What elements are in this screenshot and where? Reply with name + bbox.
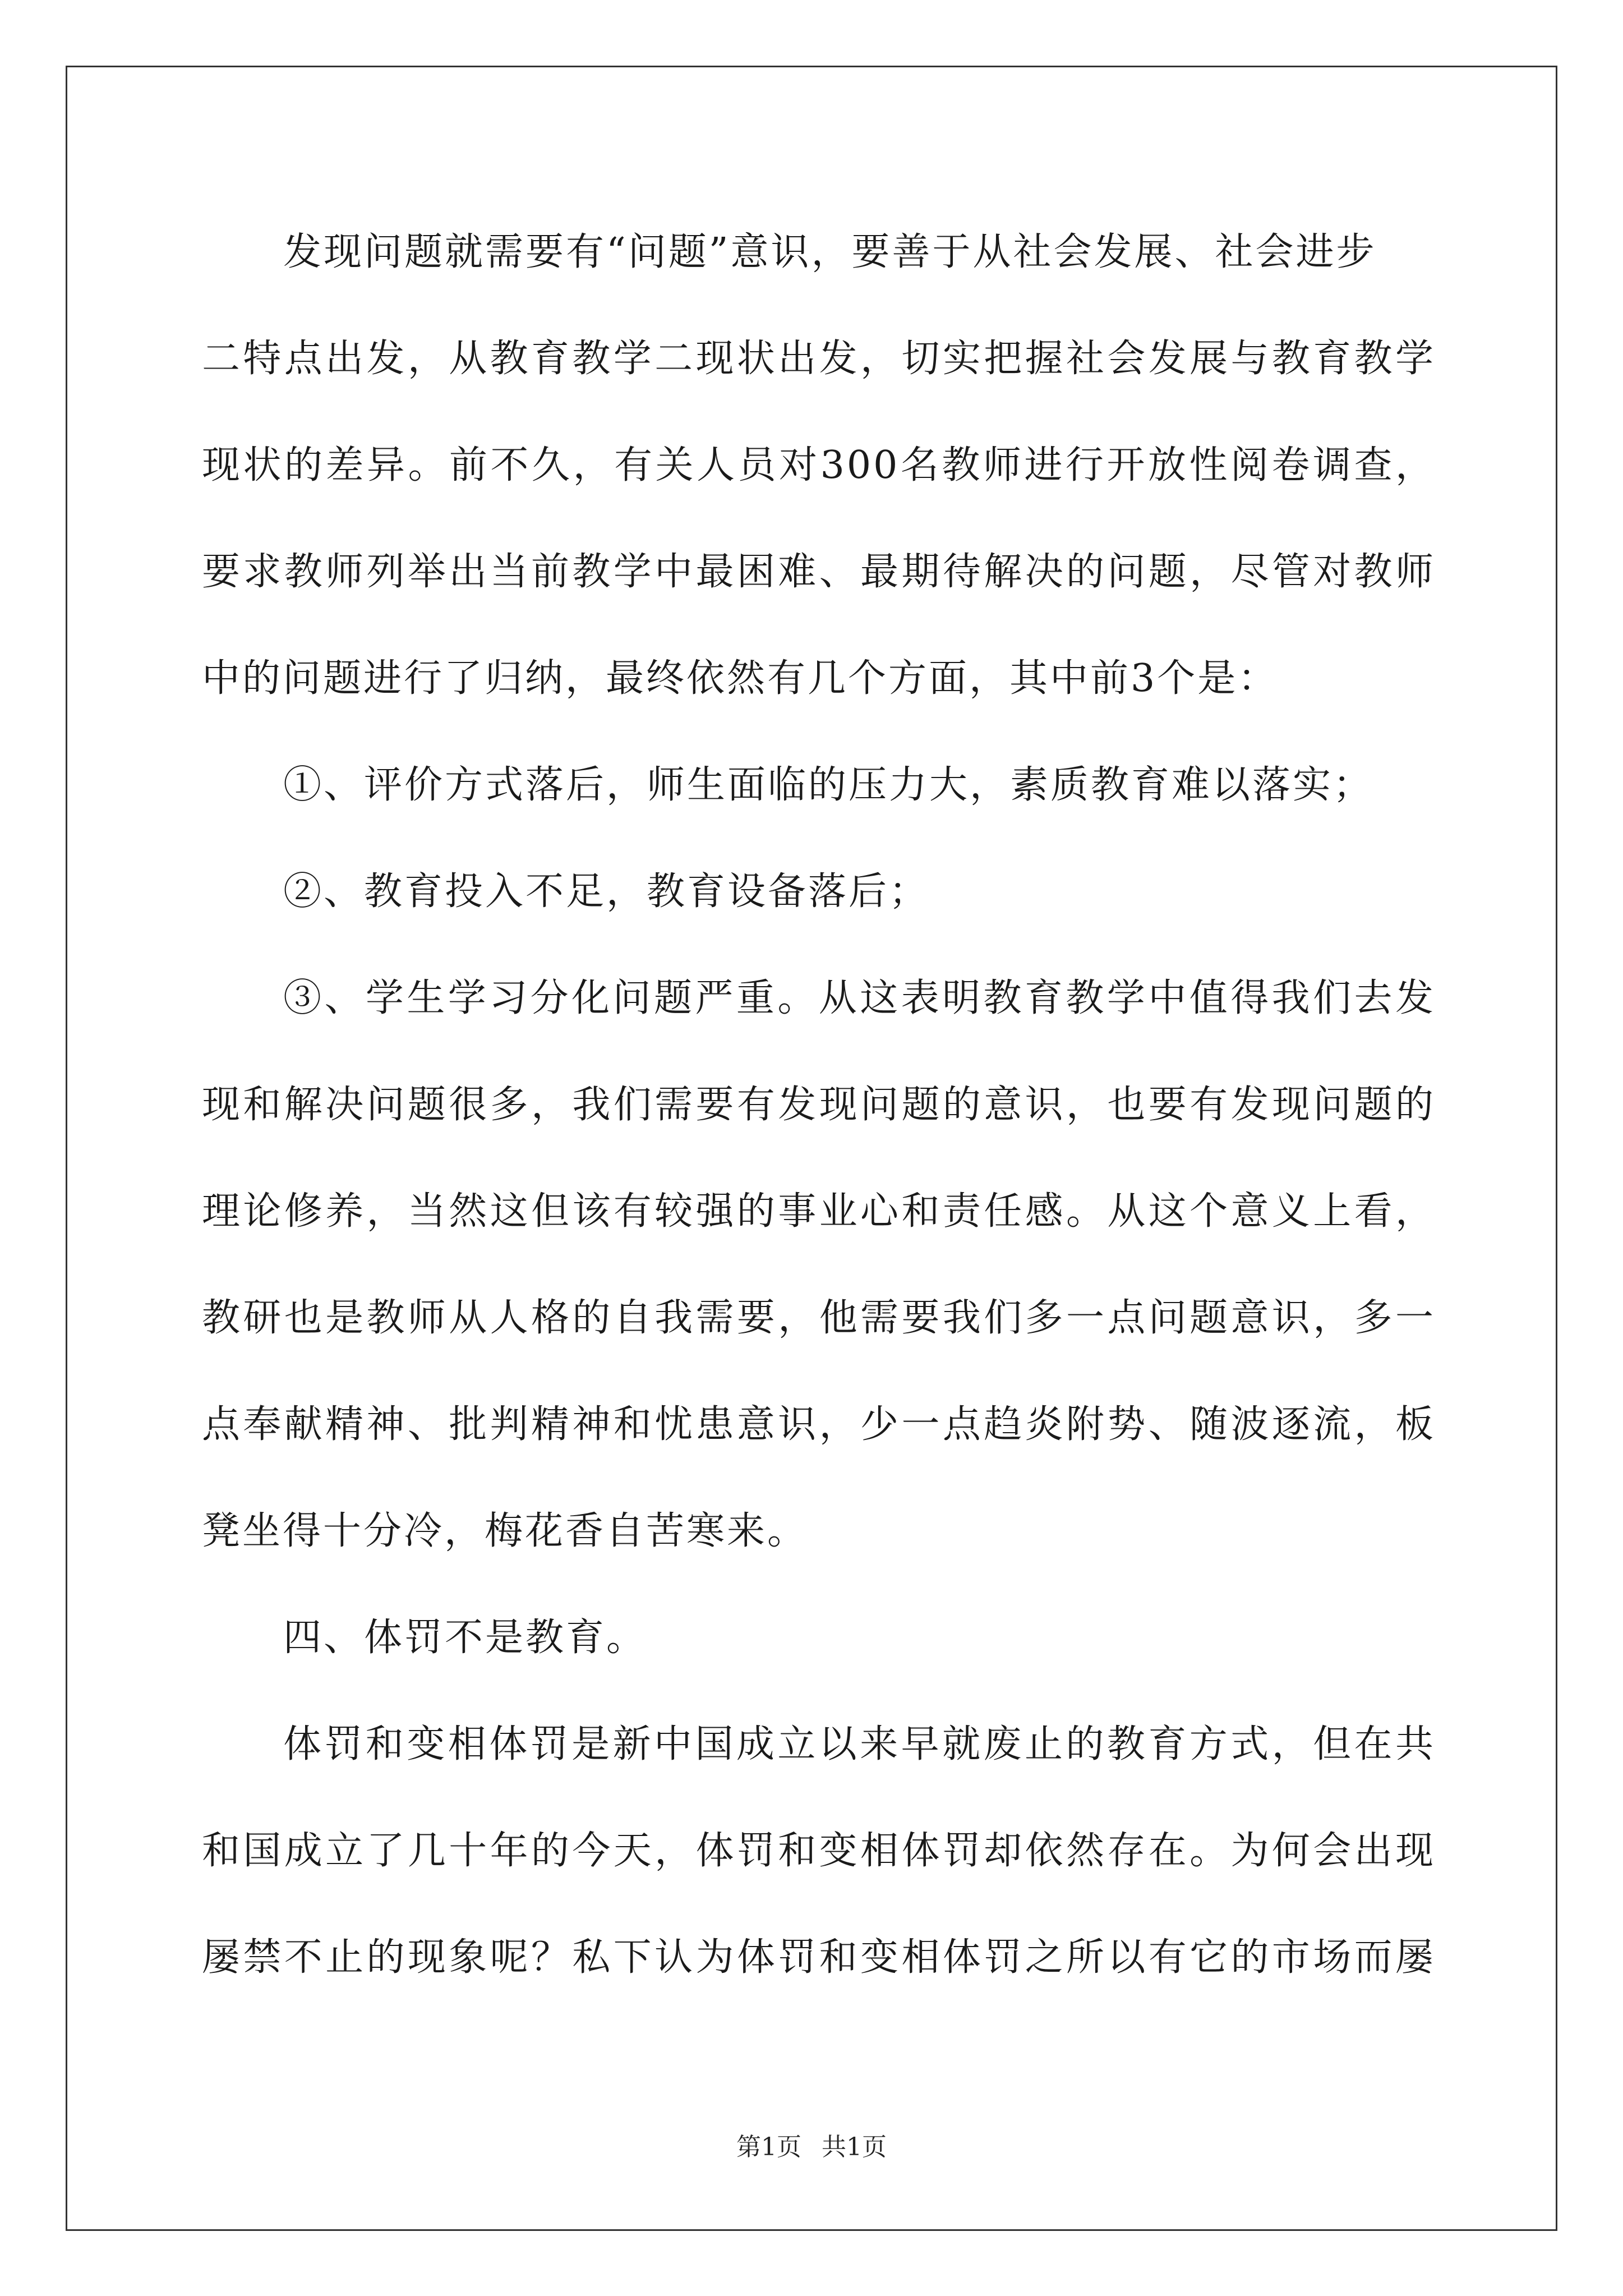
text-line: 屡禁不止的现象呢？私下认为体罚和变相体罚之所以有它的市场而屡 [202,1935,1436,1980]
text-line: 中的问题进行了归纳，最终依然有几个方面，其中前3个是： [202,656,1279,701]
text-line: 现和解决问题很多，我们需要有发现问题的意识，也要有发现问题的 [202,1083,1436,1127]
text-line: 体罚和变相体罚是新中国成立以来早就废止的教育方式，但在共 [283,1722,1436,1766]
text-line: 教研也是教师从人格的自我需要，他需要我们多一点问题意识，多一 [202,1296,1436,1340]
page-number: 第1页 [736,2133,801,2161]
text-line: 凳坐得十分冷，梅花香自苦寒来。 [202,1509,808,1553]
section-heading: 四、体罚不是教育。 [283,1616,647,1660]
text-line: ③、学生学习分化问题严重。从这表明教育教学中值得我们去发 [283,976,1436,1020]
text-line: 理论修养，当然这但该有较强的事业心和责任感。从这个意义上看， [202,1189,1436,1234]
text-line: 和国成立了几十年的今天，体罚和变相体罚却依然存在。为何会出现 [202,1829,1436,1873]
page-footer [0,2131,1623,2164]
text-line: 点奉献精神、批判精神和忧患意识，少一点趋炎附势、随波逐流，板 [202,1402,1436,1447]
text-line: 要求教师列举出当前教学中最困难、最期待解决的问题，尽管对教师 [202,550,1436,594]
text-line: 发现问题就需要有“问题”意识，要善于从社会发展、社会进步 [283,230,1377,274]
text-line: 二特点出发，从教育教学二现状出发，切实把握社会发展与教育教学 [202,337,1436,381]
page-total: 共1页 [822,2133,887,2161]
text-line: 现状的差异。前不久，有关人员对300名教师进行开放性阅卷调查， [202,443,1436,487]
text-line: ①、评价方式落后，师生面临的压力大，素质教育难以落实； [283,763,1374,807]
text-line: ②、教育投入不足，教育设备落后； [283,869,930,914]
